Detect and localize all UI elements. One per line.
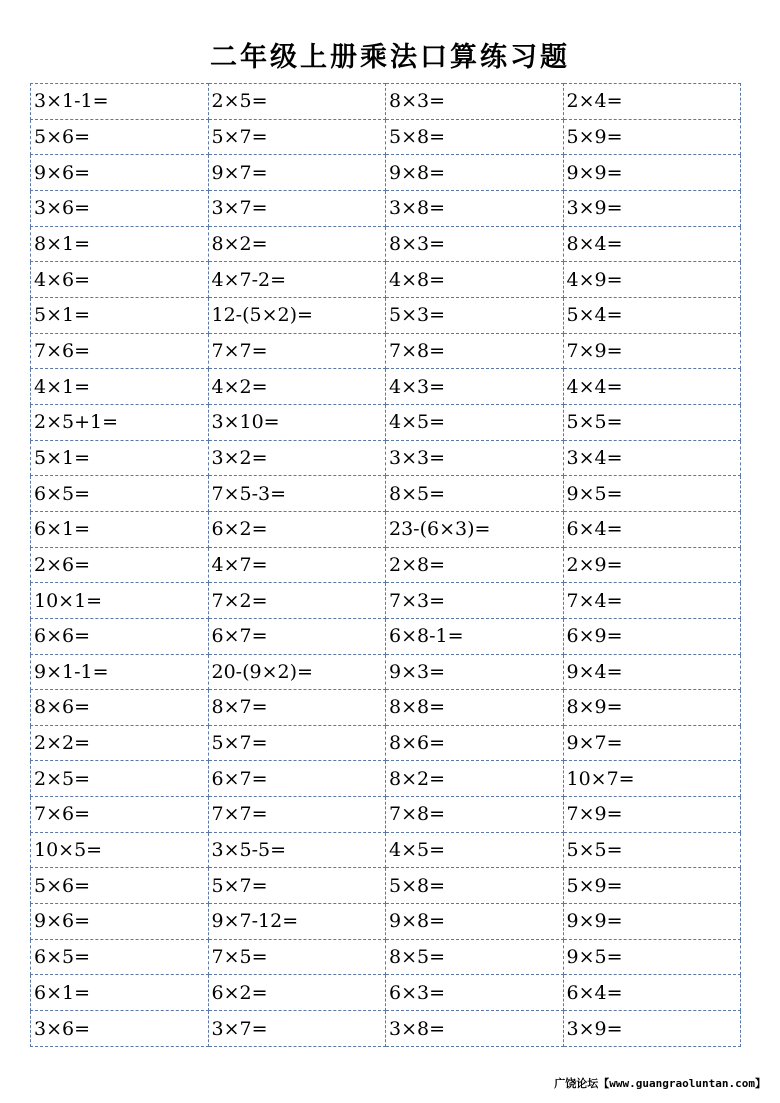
exercise-cell: 4×7= — [208, 547, 386, 583]
table-row — [31, 333, 741, 369]
exercise-cell: 9×8= — [386, 904, 564, 940]
exercise-cell: 5×1= — [31, 440, 209, 476]
table-row — [31, 404, 741, 440]
exercise-cell: 3×2= — [208, 440, 386, 476]
exercise-cell: 2×5= — [31, 761, 209, 797]
exercise-cell: 3×10= — [208, 404, 386, 440]
table-row — [31, 297, 741, 333]
exercise-cell: 6×4= — [563, 511, 741, 547]
exercise-cell: 6×3= — [386, 975, 564, 1011]
exercise-cell: 2×5= — [208, 84, 386, 120]
exercise-table — [30, 83, 741, 1047]
exercise-cell: 2×8= — [386, 547, 564, 583]
exercise-cell: 8×9= — [563, 690, 741, 726]
table-row — [31, 1011, 741, 1047]
exercise-cell: 7×8= — [386, 333, 564, 369]
exercise-cell: 4×2= — [208, 369, 386, 405]
exercise-cell: 7×8= — [386, 797, 564, 833]
exercise-cell: 5×3= — [386, 297, 564, 333]
exercise-cell: 6×7= — [208, 618, 386, 654]
exercise-cell: 6×5= — [31, 476, 209, 512]
exercise-cell: 5×7= — [208, 119, 386, 155]
exercise-cell: 5×8= — [386, 119, 564, 155]
table-row — [31, 369, 741, 405]
exercise-cell: 5×7= — [208, 725, 386, 761]
exercise-cell: 8×5= — [386, 476, 564, 512]
exercise-cell: 4×3= — [386, 369, 564, 405]
exercise-table-body — [31, 84, 741, 1047]
exercise-cell: 4×7-2= — [208, 262, 386, 298]
table-row — [31, 618, 741, 654]
table-row — [31, 654, 741, 690]
exercise-cell: 7×5= — [208, 939, 386, 975]
exercise-cell: 9×6= — [31, 155, 209, 191]
table-row — [31, 84, 741, 120]
exercise-cell: 9×1-1= — [31, 654, 209, 690]
exercise-cell: 7×9= — [563, 333, 741, 369]
exercise-cell: 6×1= — [31, 511, 209, 547]
exercise-cell: 7×9= — [563, 797, 741, 833]
exercise-cell: 3×6= — [31, 190, 209, 226]
table-row — [31, 262, 741, 298]
exercise-cell: 5×7= — [208, 868, 386, 904]
table-row — [31, 868, 741, 904]
table-row — [31, 190, 741, 226]
exercise-cell: 9×7-12= — [208, 904, 386, 940]
exercise-cell: 8×6= — [31, 690, 209, 726]
exercise-cell: 5×6= — [31, 119, 209, 155]
exercise-cell: 6×1= — [31, 975, 209, 1011]
exercise-cell: 3×8= — [386, 1011, 564, 1047]
table-row — [31, 975, 741, 1011]
exercise-cell: 6×2= — [208, 975, 386, 1011]
exercise-cell: 3×6= — [31, 1011, 209, 1047]
exercise-cell: 2×9= — [563, 547, 741, 583]
table-row — [31, 226, 741, 262]
footer-url: 【www.guangraoluntan.com】 — [598, 1077, 766, 1090]
exercise-cell: 6×4= — [563, 975, 741, 1011]
exercise-cell: 5×4= — [563, 297, 741, 333]
table-row — [31, 761, 741, 797]
exercise-cell: 5×8= — [386, 868, 564, 904]
table-row — [31, 511, 741, 547]
exercise-cell: 9×9= — [563, 155, 741, 191]
exercise-cell: 3×8= — [386, 190, 564, 226]
exercise-cell: 10×5= — [31, 832, 209, 868]
exercise-cell: 20-(9×2)= — [208, 654, 386, 690]
exercise-cell: 9×3= — [386, 654, 564, 690]
exercise-cell: 8×6= — [386, 725, 564, 761]
exercise-cell: 5×6= — [31, 868, 209, 904]
exercise-cell: 3×9= — [563, 1011, 741, 1047]
exercise-cell: 4×6= — [31, 262, 209, 298]
table-row — [31, 583, 741, 619]
exercise-cell: 23-(6×3)= — [386, 511, 564, 547]
exercise-cell: 8×1= — [31, 226, 209, 262]
exercise-cell: 2×2= — [31, 725, 209, 761]
exercise-cell: 12-(5×2)= — [208, 297, 386, 333]
exercise-cell: 2×6= — [31, 547, 209, 583]
exercise-cell: 8×4= — [563, 226, 741, 262]
exercise-cell: 6×6= — [31, 618, 209, 654]
exercise-cell: 9×5= — [563, 939, 741, 975]
exercise-cell: 7×6= — [31, 797, 209, 833]
exercise-cell: 8×7= — [208, 690, 386, 726]
footer-site-name: 广饶论坛 — [554, 1077, 599, 1090]
exercise-cell: 3×3= — [386, 440, 564, 476]
exercise-cell: 2×4= — [563, 84, 741, 120]
page-title: 二年级上册乘法口算练习题 — [210, 42, 570, 73]
exercise-cell: 5×1= — [31, 297, 209, 333]
exercise-cell: 9×7= — [563, 725, 741, 761]
exercise-cell: 5×9= — [563, 868, 741, 904]
exercise-cell: 9×6= — [31, 904, 209, 940]
exercise-cell: 6×9= — [563, 618, 741, 654]
table-row — [31, 939, 741, 975]
exercise-cell: 8×2= — [386, 761, 564, 797]
table-row — [31, 797, 741, 833]
exercise-cell: 7×3= — [386, 583, 564, 619]
exercise-cell: 8×2= — [208, 226, 386, 262]
exercise-cell: 4×5= — [386, 404, 564, 440]
exercise-cell: 4×5= — [386, 832, 564, 868]
exercise-cell: 5×5= — [563, 832, 741, 868]
table-row — [31, 904, 741, 940]
exercise-cell: 4×8= — [386, 262, 564, 298]
table-row — [31, 725, 741, 761]
exercise-cell: 9×4= — [563, 654, 741, 690]
exercise-cell: 10×7= — [563, 761, 741, 797]
exercise-cell: 10×1= — [31, 583, 209, 619]
exercise-cell: 4×4= — [563, 369, 741, 405]
footer — [554, 1075, 766, 1091]
exercise-cell: 8×5= — [386, 939, 564, 975]
table-row — [31, 476, 741, 512]
exercise-cell: 3×7= — [208, 190, 386, 226]
exercise-cell: 5×5= — [563, 404, 741, 440]
exercise-cell: 4×9= — [563, 262, 741, 298]
exercise-cell: 6×7= — [208, 761, 386, 797]
exercise-cell: 3×1-1= — [31, 84, 209, 120]
exercise-cell: 6×8-1= — [386, 618, 564, 654]
exercise-cell: 4×1= — [31, 369, 209, 405]
table-row — [31, 119, 741, 155]
exercise-cell: 3×4= — [563, 440, 741, 476]
exercise-cell: 5×9= — [563, 119, 741, 155]
exercise-cell: 8×8= — [386, 690, 564, 726]
exercise-cell: 9×5= — [563, 476, 741, 512]
exercise-cell: 7×7= — [208, 333, 386, 369]
exercise-cell: 7×2= — [208, 583, 386, 619]
exercise-cell: 7×7= — [208, 797, 386, 833]
table-row — [31, 832, 741, 868]
table-row — [31, 155, 741, 191]
table-row — [31, 690, 741, 726]
exercise-cell: 8×3= — [386, 84, 564, 120]
exercise-cell: 3×5-5= — [208, 832, 386, 868]
exercise-cell: 2×5+1= — [31, 404, 209, 440]
table-row — [31, 440, 741, 476]
exercise-cell: 3×7= — [208, 1011, 386, 1047]
exercise-cell: 7×4= — [563, 583, 741, 619]
exercise-cell: 9×7= — [208, 155, 386, 191]
exercise-cell: 6×2= — [208, 511, 386, 547]
exercise-cell: 7×5-3= — [208, 476, 386, 512]
exercise-cell: 3×9= — [563, 190, 741, 226]
exercise-cell: 7×6= — [31, 333, 209, 369]
exercise-cell: 6×5= — [31, 939, 209, 975]
exercise-cell: 8×3= — [386, 226, 564, 262]
table-row — [31, 547, 741, 583]
exercise-cell: 9×9= — [563, 904, 741, 940]
exercise-cell: 9×8= — [386, 155, 564, 191]
